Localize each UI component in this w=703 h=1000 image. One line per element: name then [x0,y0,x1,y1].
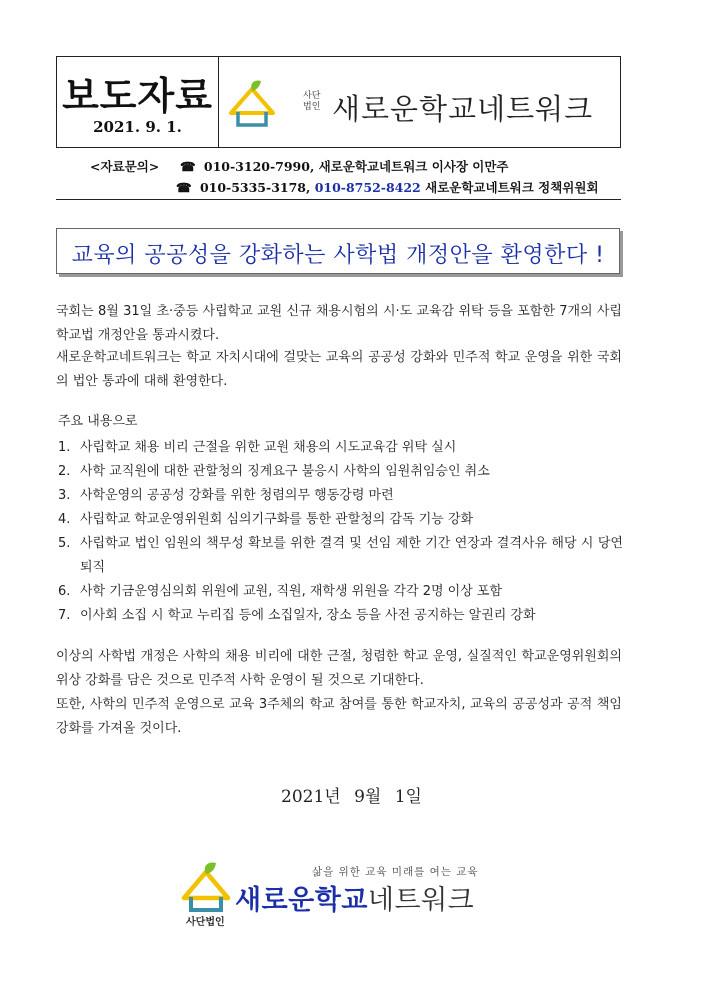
list-item: 7. 이사회 소집 시 학교 누리집 등에 소집일자, 장소 등을 사전 공지하는 알권리 강화 [58,608,536,623]
list-heading: 주요 내용으로 [58,414,138,429]
conclusion-paragraph-2: 또한, 사학의 민주적 운영으로 교육 3주체의 학교 참여를 통한 학교자치, 교육의 공공성과 공적 책임 강화를 가져올 것이다. [56,697,622,736]
press-header [56,56,621,148]
list-item: 4. 사립학교 학교운영위원회 심의기구화를 통한 관할청의 감독 기능 강화 [58,512,474,527]
key-points-list [58,436,623,628]
house-leaf-logo-icon [180,862,234,914]
headline: 교육의 공공성을 강화하는 사학법 개정안을 환영한다 ! [71,243,605,268]
list-item: 6. 사학 기금운영심의회 위원에 교원, 직원, 재학생 위원을 각각 2명 이상 포함 [58,584,503,599]
contact-committee: 새로운학교네트워크 정책위원회 [425,180,599,195]
telephone-icon: ☎ [176,180,192,195]
list-item: 3. 사학운영의 공공성 강화를 위한 청렴의무 행동강령 마련 [58,488,394,503]
press-title-cell [57,57,219,147]
contact-person: 새로운학교네트워크 이사장 이만주 [318,159,509,174]
press-title: 보도자료 [62,74,213,118]
header-rule [56,199,621,200]
org-type-label: 사단 법인 [303,91,321,112]
org-name: 새로운학교네트워크 [332,92,594,126]
closing-date: 2021년 9월 1일 [281,787,422,807]
footer-org-name: 새로운학교네트워크 [235,885,475,916]
footer-org-type: 사단법인 [186,917,225,928]
contact-phone-1: 010-3120-7990, [203,159,315,174]
headline-box [56,228,620,274]
intro-paragraph-1: 국회는 8월 31일 초·중등 사립학교 교원 신규 채용시험의 시·도 교육감 위탁 등을 포함한 7개의 사립학교법 개정안을 통과시켰다. [56,304,622,343]
conclusion-paragraph-1: 이상의 사학법 개정은 사학의 채용 비리에 대한 근절, 청렴한 학교 운영, 실질적인 학교운영위원회의 위상 강화를 담은 것으로 민주적 사학 운영이 될 것으로 기대한다. [56,649,622,688]
intro-paragraph-2: 새로운학교네트워크는 학교 자치시대에 걸맞는 교육의 공공성 강화와 민주적 학교 운영을 위한 국회의 법안 통과에 대해 환영한다. [56,350,622,389]
contact-line-1 [90,157,509,175]
telephone-icon: ☎ [179,159,196,174]
footer-tagline: 삶을 위한 교육 미래를 여는 교육 [312,866,479,878]
contact-label: <자료문의> [90,159,160,174]
contact-line-2 [176,178,599,196]
press-date: 2021. 9. 1. [93,118,182,136]
list-item: 5. 사립학교 법인 임원의 책무성 확보를 위한 결격 및 선임 제한 기간 연장과 결격사유 해당 시 당연 퇴직 [58,536,623,575]
list-item: 2. 사학 교직원에 대한 관할청의 징계요구 불응시 사학의 임원취임승인 취소 [58,464,490,479]
house-leaf-logo-icon [227,79,277,129]
contact-phone-3: 010-8752-8422 [314,180,421,195]
contact-phone-2: 010-5335-3178, [199,180,311,195]
list-item: 1. 사립학교 채용 비리 근절을 위한 교원 채용의 시도교육감 위탁 실시 [58,440,457,455]
